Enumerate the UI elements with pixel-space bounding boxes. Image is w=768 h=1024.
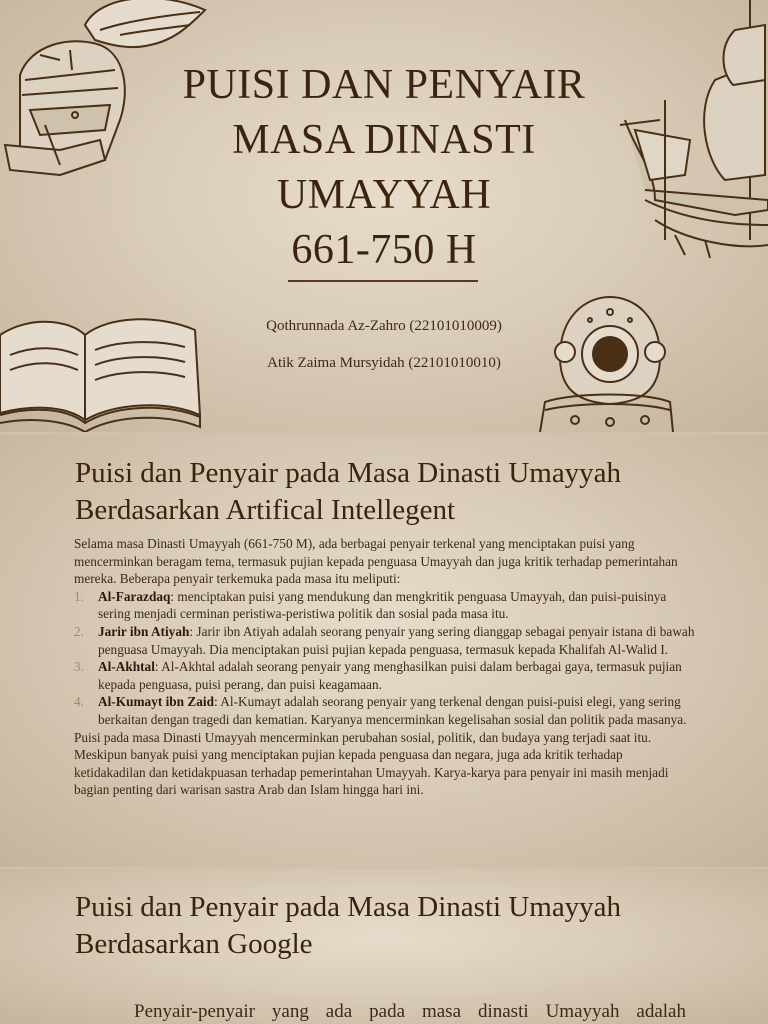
conclusion-paragraph: Puisi pada masa Dinasti Umayyah mencerminkan perubahan sosial, politik, dan budaya yang terjadi saat itu. Meskipun banyak puisi yang menciptakan pujian kepada penguasa dan negara, juga ada kritik terhadap ketidakadilan dan ketidakpuasan terhadap pemerintahan Umayyah. Karya-karya para penyair ini masih menjadi bagian penting dari warisan sastra Arab dan Islam hingga hari ini.	[74, 729, 669, 798]
poet-list	[74, 588, 696, 729]
poet-description: : Jarir ibn Atiyah adalah seorang penyair yang sering dianggap sebagai penyair istana di bawah penguasa Umayyah. Dia menciptakan puisi pujian kepada penguasa, termasuk kepada Khalifah Al-Walid I.	[98, 623, 695, 657]
poet-description: : menciptakan puisi yang mendukung dan mengkritik penguasa Umayyah, dan puisi-puisinya sering menjadi cerminan peristiwa-peristiwa politik dan sosial pada masa itu.	[98, 588, 667, 622]
list-number: 1.	[74, 588, 84, 604]
poet-description: : Al-Kumayt adalah seorang penyair yang terkenal dengan puisi-puisi elegi, yang sering berkaitan dengan tragedi dan kematian. Karyanya mencerminkan kegelisahan sosial dan politik pada masanya.	[98, 694, 687, 727]
poet-name: Al-Akhtal	[98, 659, 155, 675]
list-item	[74, 693, 696, 728]
list-number: 2.	[74, 623, 84, 639]
list-item	[74, 623, 696, 658]
list-number: 4.	[74, 694, 84, 710]
poet-name: Jarir ibn Atiyah	[98, 623, 190, 639]
content-slide-ai	[0, 435, 768, 867]
intro-paragraph: Selama masa Dinasti Umayyah (661-750 M), ada berbagai penyair terkenal yang menciptakan puisi yang mencerminkan beragam tema, termasuk pujian kepada penguasa Umayyah dan juga kritik terhadap pemerintahan mereka. Beberapa penyair terkemuka pada masa itu meliputi:	[74, 536, 678, 587]
title-divider	[288, 280, 478, 282]
poet-description: : Al-Akhtal adalah seorang penyair yang menghasilkan puisi dalam berbagai gaya, termasuk pujian kepada penguasa, puisi perang, dan puisi keagamaan.	[98, 659, 682, 692]
content-slide-google	[0, 869, 768, 1024]
title-line: 661-750 H	[291, 227, 477, 273]
title-line: MASA DINASTI	[232, 117, 536, 163]
title-line: PUISI DAN PENYAIR	[182, 62, 586, 108]
poet-name: Al-Farazdaq	[98, 588, 171, 604]
poet-name: Al-Kumayt ibn Zaid	[98, 694, 215, 710]
slide-body: Penyair-penyair yang ada pada masa dinasti Umayyah adalah	[134, 1001, 686, 1022]
slide-heading: Puisi dan Penyair pada Masa Dinasti Umayyah Berdasarkan Artifical Intellegent	[75, 457, 622, 526]
list-item	[74, 658, 696, 693]
presentation-title	[0, 58, 768, 278]
slide-body	[74, 535, 696, 799]
slide-heading: Puisi dan Penyair pada Masa Dinasti Umayyah Berdasarkan Google	[75, 891, 622, 960]
title-slide	[0, 0, 768, 432]
title-line: UMAYYAH	[276, 172, 492, 218]
author-line: Qothrunnada Az-Zahro (22101010009)	[266, 318, 502, 334]
list-number: 3.	[74, 659, 84, 675]
list-item	[74, 588, 696, 623]
author-line: Atik Zaima Mursyidah (22101010010)	[267, 355, 501, 371]
